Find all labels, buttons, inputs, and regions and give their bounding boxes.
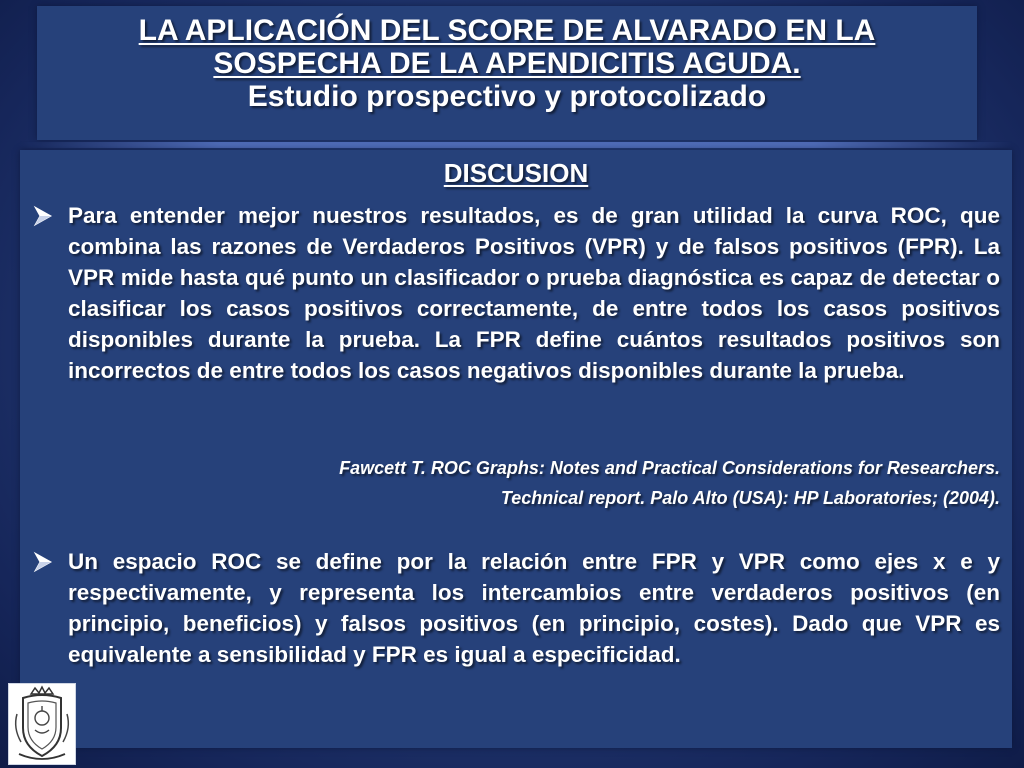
bullet-text-2: Un espacio ROC se define por la relación entre FPR y VPR como ejes x e y respectivamente, y representa los intercambios entre verdaderos positivos (en principio, beneficios) y falsos positivos (en principio, costes). Dado que VPR es equivalente a sensibilidad y FPR es igual a especificidad. [68, 549, 1000, 667]
university-seal-icon [8, 683, 76, 765]
content-panel [20, 150, 1012, 748]
arrow-bullet-icon [32, 200, 68, 227]
bullet-item-1 [32, 200, 1000, 386]
title-panel [37, 6, 977, 140]
slide-title-line-1: LA APLICACIÓN DEL SCORE DE ALVARADO EN LA [138, 14, 876, 47]
reference-line-1: Fawcett T. ROC Graphs: Notes and Practical Considerations for Researchers. [339, 458, 1000, 478]
title-divider [22, 142, 1012, 148]
slide-title-line-2: SOSPECHA DE LA APENDICITIS AGUDA. [213, 47, 801, 80]
bullet-text-1: Para entender mejor nuestros resultados, es de gran utilidad la curva ROC, que combina las razones de Verdaderos Positivos (VPR) y de falsos positivos (FPR). La VPR mide hasta qué punto un clasificador o prueba diagnóstica es capaz de detectar o clasificar los casos positivos correctamente, de entre todos los casos positivos disponibles durante la prueba. La FPR define cuántos resultados positivos son incorrectos de entre todos los casos negativos disponibles durante la prueba. [68, 203, 1000, 383]
bullet-item-2 [32, 546, 1000, 670]
arrow-bullet-icon [32, 546, 68, 573]
reference-line-2: Technical report. Palo Alto (USA): HP Laboratories; (2004). [500, 488, 1000, 508]
slide-subtitle: Estudio prospectivo y protocolizado [247, 80, 767, 113]
section-heading: DISCUSION [443, 158, 589, 188]
